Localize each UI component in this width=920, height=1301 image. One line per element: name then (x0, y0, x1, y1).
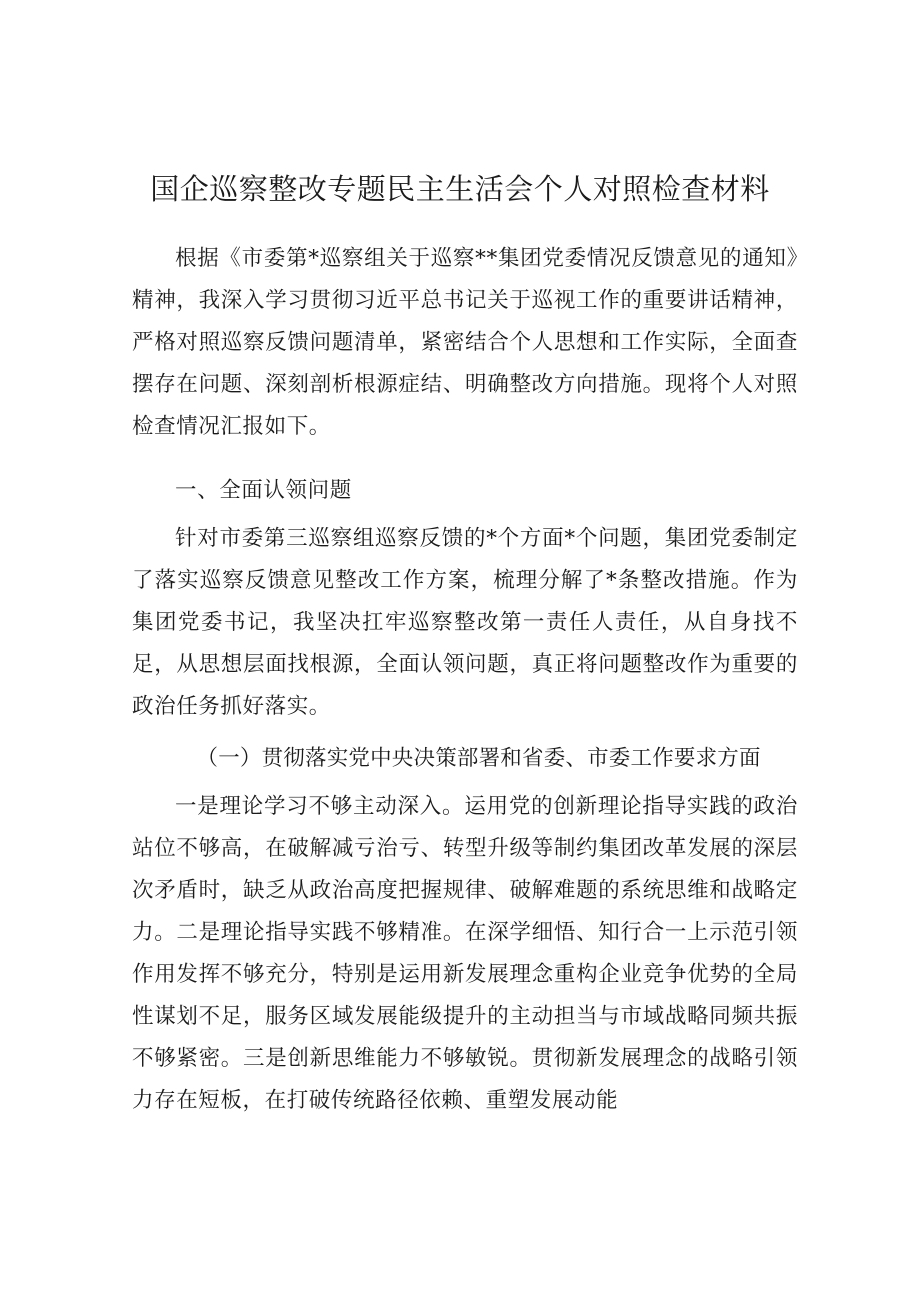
subsection-1-paragraph: 一是理论学习不够主动深入。运用党的创新理论指导实践的政治站位不够高，在破解减亏治亏、转型升级等制约集团改革发展的深层次矛盾时，缺乏从政治高度把握规律、破解难题的系统思维和战略定力。二是理论指导实践不够精准。在深学细悟、知行合一上示范引领作用发挥不够充分，特别是运用新发展理念重构企业竞争优势的全局性谋划不足，服务区域发展能级提升的主动担当与市域战略同频共振不够紧密。三是创新思维能力不够敏锐。贯彻新发展理念的战略引领力存在短板，在打破传统路径依赖、重塑发展动能 (132, 794, 798, 1113)
document-title: 国企巡察整改专题民主生活会个人对照检查材料 (150, 172, 770, 206)
section-1-paragraph: 针对市委第三巡察组巡察反馈的*个方面*个问题，集团党委制定了落实巡察反馈意见整改工作方案，梳理分解了*条整改措施。作为集团党委书记，我坚决扛牢巡察整改第一责任人责任，从自身找不足，从思想层面找根源，全面认领问题，真正将问题整改作为重要的政治任务抓好落实。 (132, 526, 798, 719)
intro-paragraph: 根据《市委第*巡察组关于巡察**集团党委情况反馈意见的通知》精神，我深入学习贯彻习近平总书记关于巡视工作的重要讲话精神，严格对照巡察反馈问题清单，紧密结合个人思想和工作实际，全面查摆存在问题、深刻剖析根源症结、明确整改方向措施。现将个人对照检查情况汇报如下。 (132, 246, 798, 439)
subsection-heading-1: （一）贯彻落实党中央决策部署和省委、市委工作要求方面 (196, 746, 761, 771)
section-heading-1: 一、全面认领问题 (175, 478, 352, 503)
